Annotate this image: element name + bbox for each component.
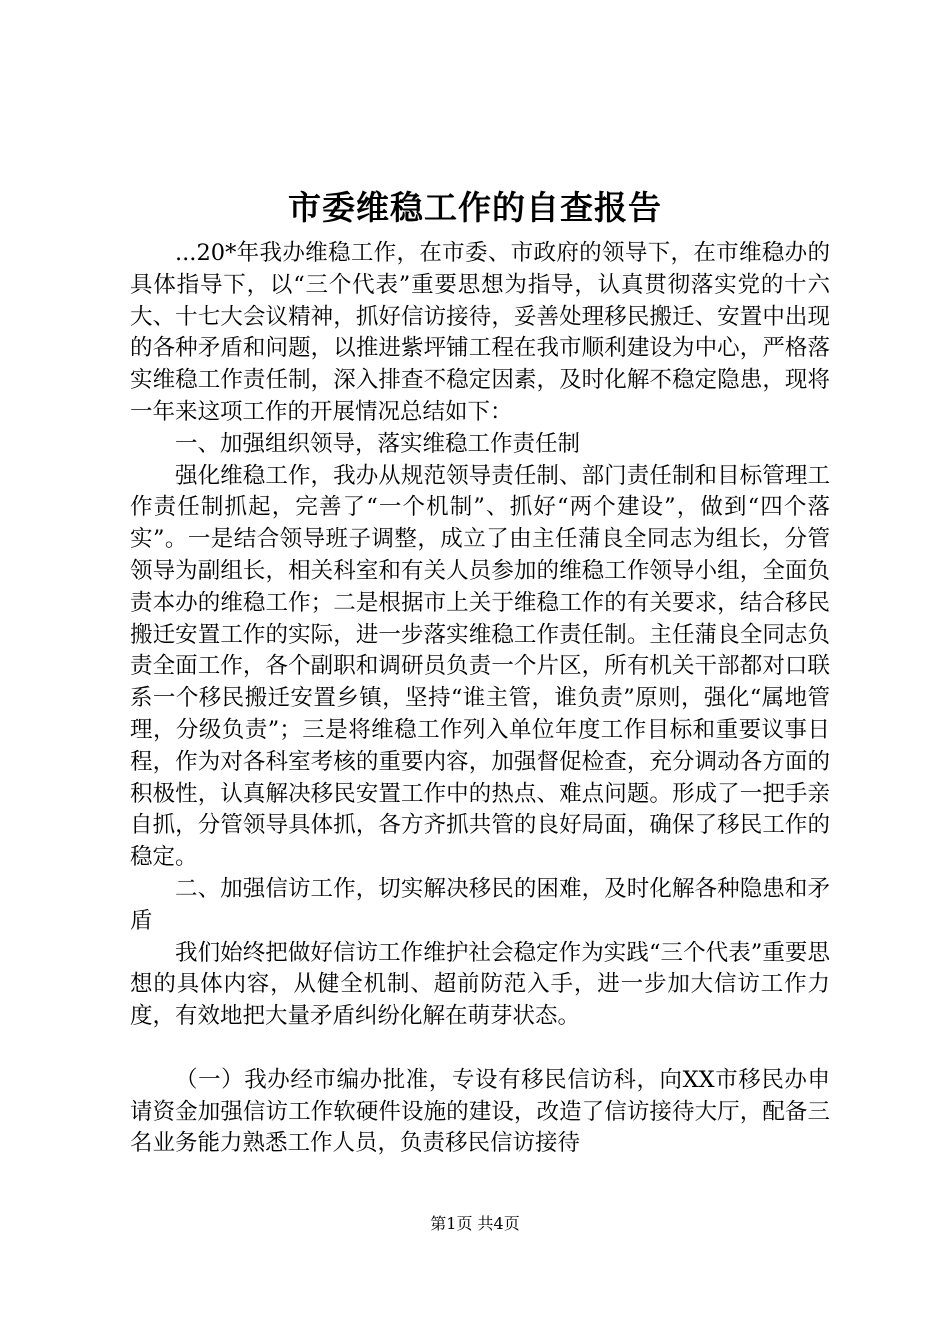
page-number-footer: 第1页 共4页 [430,1214,520,1233]
subsection-1-paragraph: （一）我办经市编办批准，专设有移民信访科，向XX市移民办申请资金加强信访工作软硬件设施的建设，改造了信访接待大厅，配备三名业务能力熟悉工作人员，负责移民信访接待 [130,1066,830,1157]
section-heading-1: 一、加强组织领导，落实维稳工作责任制 [175,430,581,457]
section-1-paragraph: 强化维稳工作，我办从规范领导责任制、部门责任制和目标管理工作责任制抓起，完善了“一个机制”、抓好“两个建设”，做到“四个落实”。一是结合领导班子调整，成立了由主任蒲良全同志为组长，分管领导为副组长，相关科室和有关人员参加的维稳工作领导小组，全面负责本办的维稳工作；二是根据市上关于维稳工作的有关要求，结合移民搬迁安置工作的实际，进一步落实维稳工作责任制。主任蒲良全同志负责全面工作，各个副职和调研员负责一个片区，所有机关干部都对口联系一个移民搬迁安置乡镇，坚持“谁主管，谁负责”原则，强化“属地管理，分级负责”；三是将维稳工作列入单位年度工作目标和重要议事日程，作为对各科室考核的重要内容，加强督促检查，充分调动各方面的积极性，认真解决移民安置工作中的热点、难点问题。形成了一把手亲自抓，分管领导具体抓，各方齐抓共管的良好局面，确保了移民工作的稳定。 [130,462,830,871]
intro-paragraph: ...20*年我办维稳工作，在市委、市政府的领导下，在市维稳办的具体指导下，以“三个代表”重要思想为指导，认真贯彻落实党的十六大、十七大会议精神，抓好信访接待，妥善处理移民搬迁、安置中出现的各种矛盾和问题，以推进紫坪铺工程在我市顺利建设为中心，严格落实维稳工作责任制，深入排查不稳定因素，及时化解不稳定隐患，现将一年来这项工作的开展情况总结如下： [130,240,830,425]
document-body [130,238,830,1160]
document-title: 市委维稳工作的自查报告 [288,188,662,227]
section-heading-2: 二、加强信访工作，切实解决移民的困难，及时化解各种隐患和矛盾 [130,875,830,934]
section-2-paragraph: 我们始终把做好信访工作维护社会稳定作为实践“三个代表”重要思想的具体内容，从健全机制、超前防范入手，进一步加大信访工作力度，有效地把大量矛盾纠纷化解在萌芽状态。 [130,939,830,1030]
